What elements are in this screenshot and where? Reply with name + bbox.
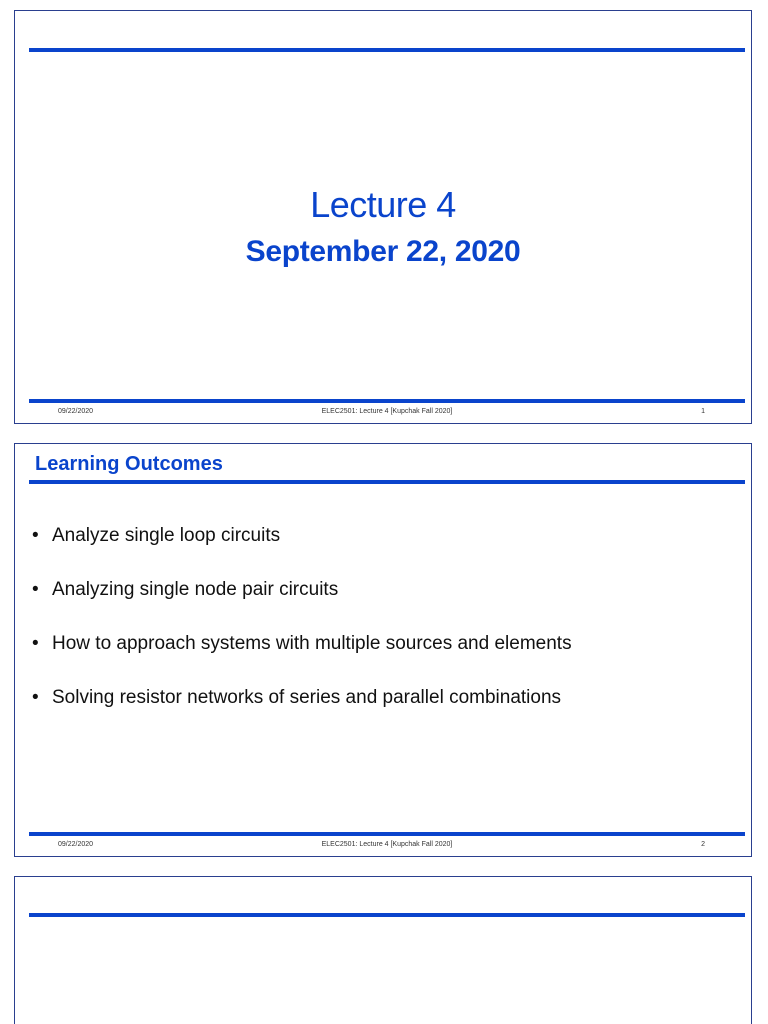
footer-date: 09/22/2020 [58,408,94,415]
slide-1 [14,10,752,424]
slide-footer [29,841,745,853]
bullet-item [32,630,731,684]
slide-2 [14,443,752,857]
slide-3 [14,876,752,1024]
bullet-text: How to approach systems with multiple sources and elements [52,633,572,654]
bullet-item [32,684,731,738]
bullet-text: Analyze single loop circuits [52,525,281,546]
bullet-icon: • [32,687,39,708]
footer-course: ELEC2501: Lecture 4 [Kupchak Fall 2020] [321,408,453,415]
slide-subtitle: September 22, 2020 [245,235,521,268]
footer-course: ELEC2501: Lecture 4 [Kupchak Fall 2020] [321,841,453,848]
bullet-icon: • [32,579,39,600]
slide-footer [29,408,745,420]
slide-heading: Learning Outcomes [35,453,223,475]
slide-title: Lecture 4 [310,184,456,225]
bullet-icon: • [32,525,39,546]
bullet-text: Solving resistor networks of series and parallel combinations [52,687,562,708]
footer-page-number: 1 [701,408,705,415]
top-rule [29,48,745,52]
bullet-text: Analyzing single node pair circuits [52,579,339,600]
footer-page-number: 2 [701,841,705,848]
footer-date: 09/22/2020 [58,841,94,848]
top-rule [29,480,745,484]
bullet-icon: • [32,633,39,654]
bottom-rule [29,832,745,836]
bullet-list [32,522,731,738]
bullet-item [32,576,731,630]
bottom-rule [29,399,745,403]
top-rule [29,913,745,917]
bullet-item [32,522,731,576]
